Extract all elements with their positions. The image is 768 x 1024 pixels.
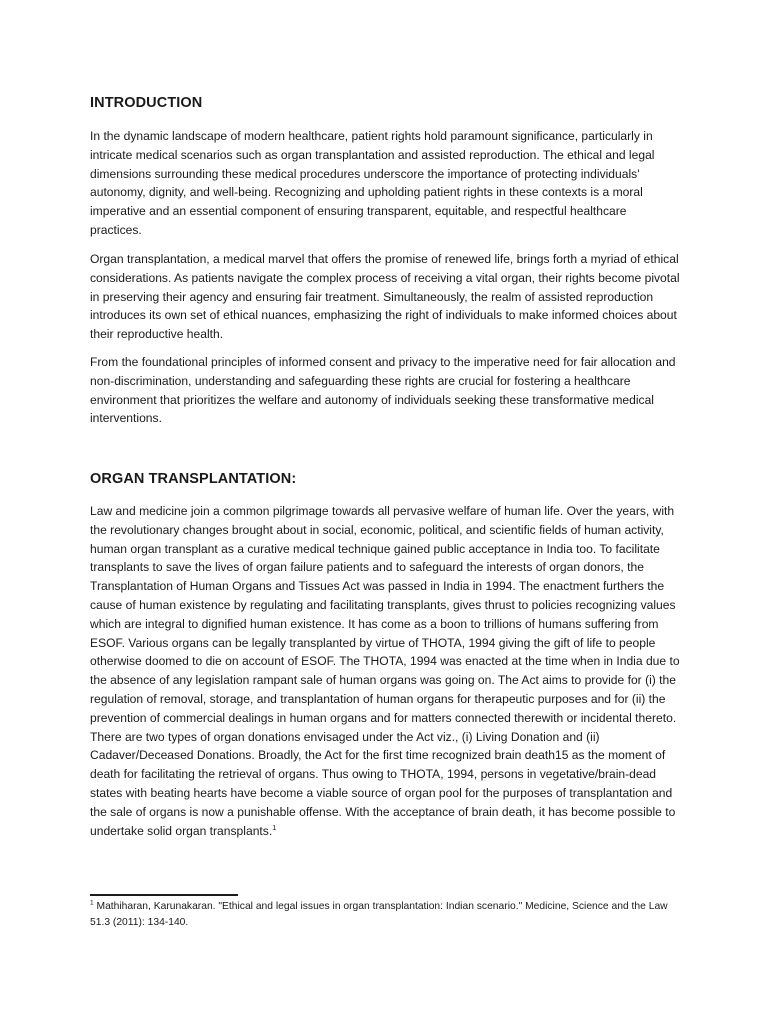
- intro-paragraph-1: In the dynamic landscape of modern healthcare, patient rights hold paramount significance, particularly in intricate medical scenarios such as organ transplantation and assisted reproduction. The ethical and legal dimensions surrounding these medical procedures underscore the importance of protecting individuals' autonomy, dignity, and well-being. Recognizing and upholding patient rights in these contexts is a moral imperative and an essential component of ensuring transparent, equitable, and respectful healthcare practices.: [90, 129, 655, 237]
- footnote-separator: [90, 894, 238, 896]
- organ-transplantation-text: Law and medicine join a common pilgrimage towards all pervasive welfare of human life. Over the years, with the revolutionary changes brought about in social, economic, political, and scientific fields of human activity, human organ transplant as a curative medical technique gained public acceptance in India too. To facilitate transplants to save the lives of organ failure patients and to safeguard the interests of organ donors, the Transplantation of Human Organs and Tissues Act was passed in India in 1994. The enactment furthers the cause of human existence by regulating and facilitating transplants, gives thrust to policies recognizing values which are integral to dignified human existence. It has come as a boon to trillions of humans suffering from ESOF. Various organs can be legally transplanted by virtue of THOTA, 1994 giving the gift of life to people otherwise doomed to die on account of ESOF. The THOTA, 1994 was enacted at the time when in India due to the absence of any legislation rampant sale of human organs was going on. The Act aims to provide for (i) the regulation of removal, storage, and transplantation of human organs for therapeutic purposes and for (ii) the prevention of commercial dealings in human organs and for matters connected therewith or incidental thereto. There are two types of organ donations envisaged under the Act viz., (i) Living Donation and (ii) Cadaver/Deceased Donations. Broadly, the Act for the first time recognized brain death15 as the moment of death for facilitating the retrieval of organs. Thus owing to THOTA, 1994, persons in vegetative/brain-dead states with beating hearts have become a viable source of organ pool for the purposes of transplantation and the sale of organs is now a punishable offense. With the acceptance of brain death, it has become possible to undertake solid organ transplants.: [90, 504, 680, 838]
- organ-transplantation-paragraph: [90, 502, 680, 840]
- intro-paragraph-3: From the foundational principles of informed consent and privacy to the imperative need for fair allocation and non-discrimination, understanding and safeguarding these rights are crucial for fostering a healthcare environment that prioritizes the welfare and autonomy of individuals seeking these transformative medical interventions.: [90, 355, 676, 426]
- footnote-mark: 1: [90, 899, 94, 907]
- organ-transplantation-heading: ORGAN TRANSPLANTATION:: [90, 471, 297, 487]
- footnote-reference[interactable]: 1: [272, 822, 277, 832]
- intro-paragraph-2: Organ transplantation, a medical marvel that offers the promise of renewed life, brings forth a myriad of ethical considerations. As patients navigate the complex process of receiving a vital organ, their rights become pivotal in preserving their agency and ensuring fair treatment. Simultaneously, the realm of assisted reproduction introduces its own set of ethical nuances, emphasizing the right of individuals to make informed choices about their reproductive health.: [90, 252, 680, 342]
- footnote: [90, 899, 680, 931]
- footnote-text: Mathiharan, Karunakaran. "Ethical and legal issues in organ transplantation: Indian scenario." Medicine, Science and the Law 51.3 (2011): 134-140.: [90, 901, 668, 928]
- introduction-heading: INTRODUCTION: [90, 95, 203, 111]
